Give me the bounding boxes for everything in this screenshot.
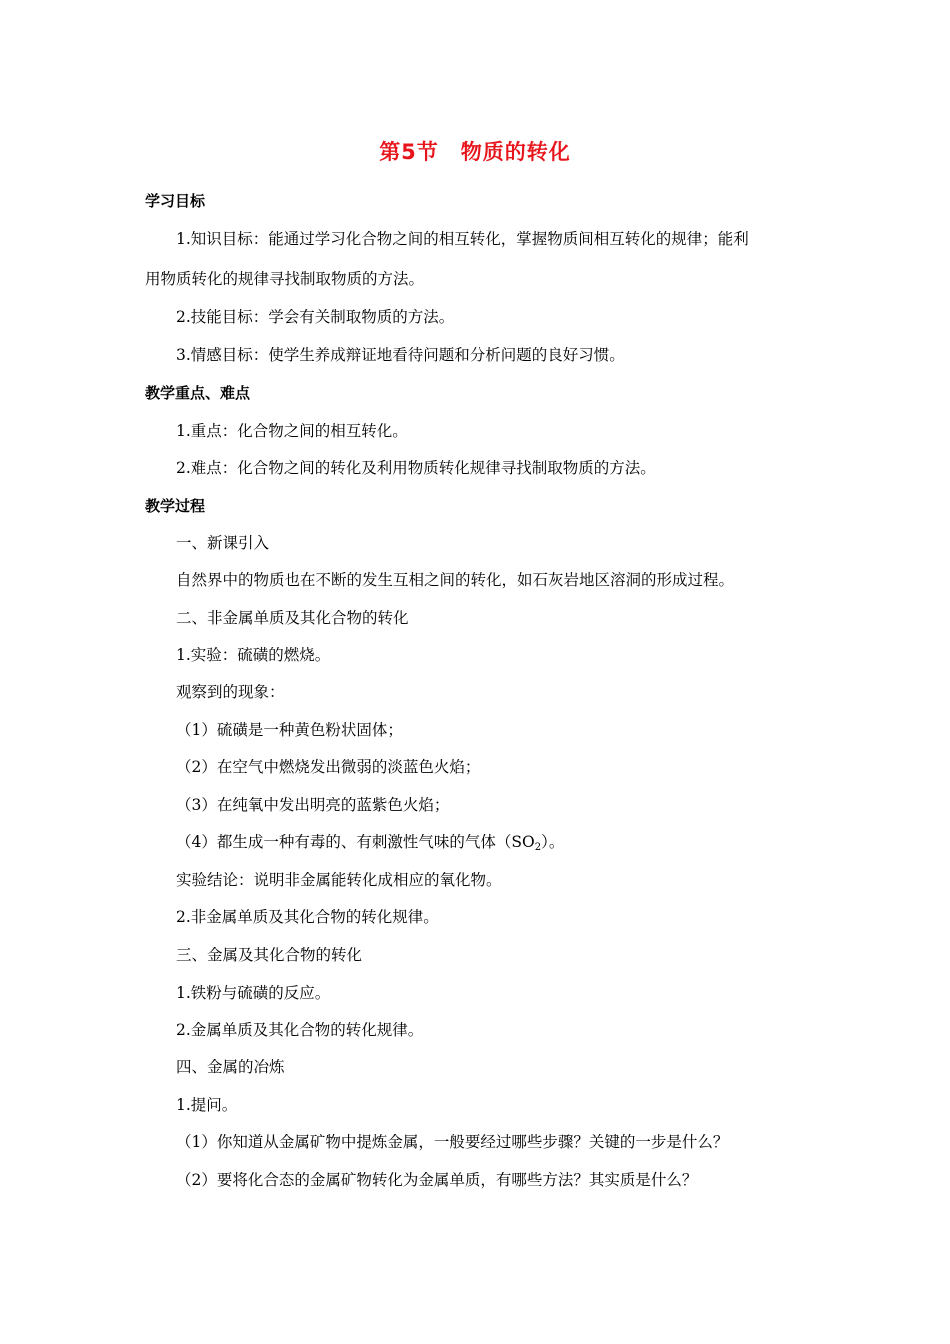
paragraph: 自然界中的物质也在不断的发生互相之间的转化，如石灰岩地区溶洞的形成过程。 (176, 571, 735, 589)
question-item: （1）你知道从金属矿物中提炼金属，一般要经过哪些步骤？关键的一步是什么？ (176, 1133, 729, 1151)
paragraph: 2.金属单质及其化合物的转化规律。 (176, 1021, 424, 1039)
paragraph: 观察到的现象： (176, 683, 285, 701)
subscript: 2 (534, 842, 542, 853)
objective-2: 2.技能目标：学会有关制取物质的方法。 (176, 308, 455, 326)
paragraph: 1.提问。 (176, 1096, 238, 1114)
question-item: （2）要将化合态的金属矿物转化为金属单质，有哪些方法？其实质是什么？ (176, 1171, 698, 1189)
heading-teaching-process: 教学过程 (145, 497, 206, 515)
paragraph: 一、新课引入 (176, 534, 270, 552)
observation-item: （3）在纯氧中发出明亮的蓝紫色火焰； (176, 796, 450, 814)
key-point: 1.重点：化合物之间的相互转化。 (176, 422, 408, 440)
observation-item: （1）硫磺是一种黄色粉状固体； (176, 721, 403, 739)
paragraph: 二、非金属单质及其化合物的转化 (176, 609, 409, 627)
heading-learning-objectives: 学习目标 (145, 192, 206, 210)
page-title: 第5节 物质的转化 (379, 140, 571, 164)
paragraph: 2.非金属单质及其化合物的转化规律。 (176, 908, 439, 926)
observation-item: （2）在空气中燃烧发出微弱的淡蓝色火焰； (176, 758, 481, 776)
observation-text-end: ）。 (541, 833, 565, 851)
paragraph: 四、金属的冶炼 (176, 1058, 285, 1076)
objective-1-line-1: 1.知识目标：能通过学习化合物之间的相互转化，掌握物质间相互转化的规律；能利 (176, 230, 749, 248)
objective-1-line-2: 用物质转化的规律寻找制取物质的方法。 (145, 270, 425, 288)
paragraph: 1.实验：硫磺的燃烧。 (176, 646, 331, 664)
paragraph: 三、金属及其化合物的转化 (176, 946, 363, 964)
observation-text: （4）都生成一种有毒的、有刺激性气味的气体（SO (176, 833, 535, 851)
difficult-point: 2.难点：化合物之间的转化及利用物质转化规律寻找制取物质的方法。 (176, 459, 656, 477)
objective-3: 3.情感目标：使学生养成辩证地看待问题和分析问题的良好习惯。 (176, 346, 625, 364)
paragraph: 1.铁粉与硫磺的反应。 (176, 984, 331, 1002)
observation-item (176, 831, 564, 859)
heading-key-points: 教学重点、难点 (145, 384, 251, 402)
paragraph: 实验结论：说明非金属能转化成相应的氧化物。 (176, 871, 502, 889)
